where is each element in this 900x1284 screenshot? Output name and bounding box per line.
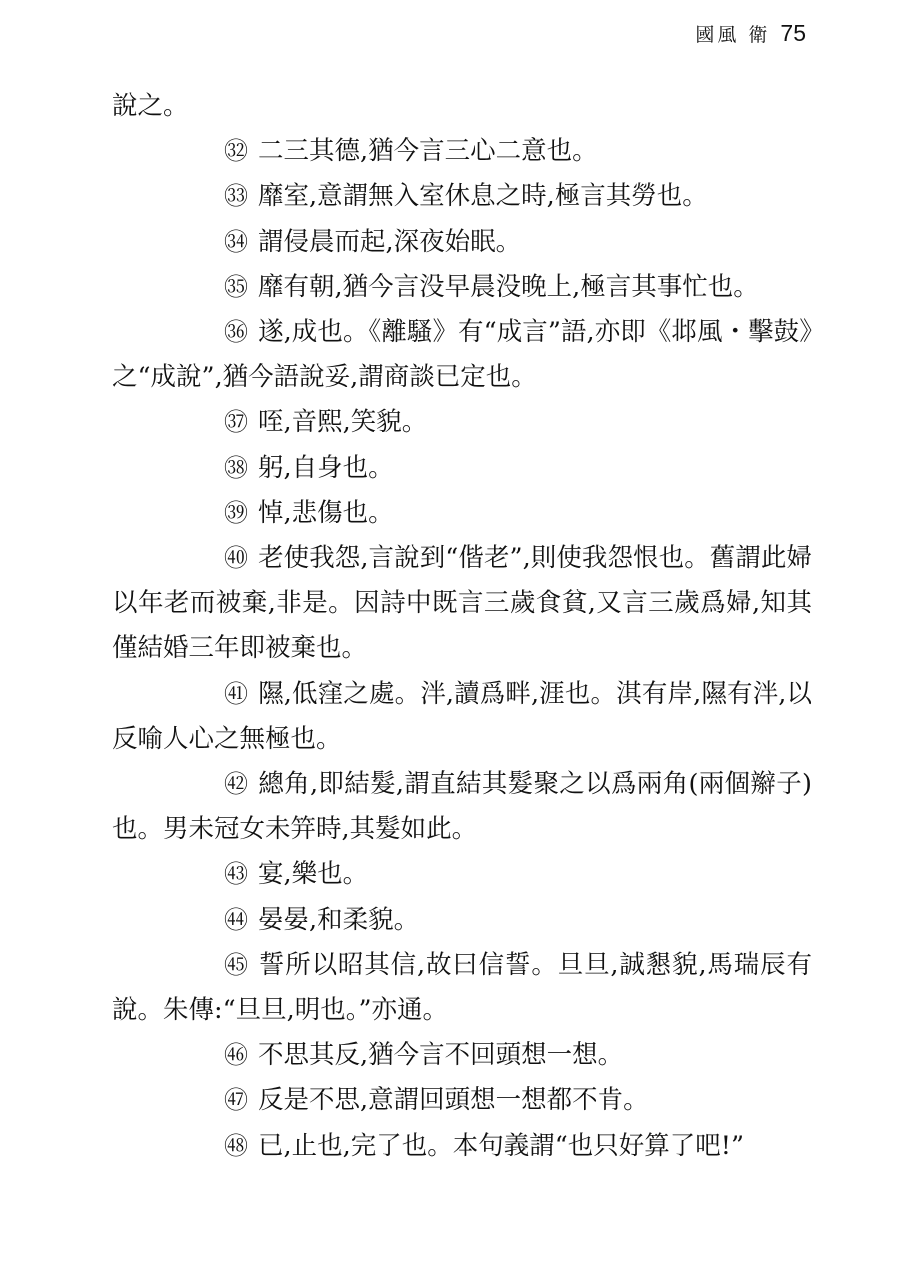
- note-paragraph: [112, 491, 812, 536]
- note-number: ㊻: [224, 1041, 248, 1070]
- note-paragraph: [112, 1033, 812, 1078]
- note-text: 總角,即結髮,謂直結其髮聚之以爲兩角(兩個辮子)也。男未冠女未笄時,其髮如此。: [112, 769, 812, 845]
- note-text: 隰,低窪之處。泮,讀爲畔,涯也。淇有岸,隰有泮,以反喻人心之無極也。: [112, 678, 812, 754]
- running-header: [695, 20, 806, 47]
- note-number: ㊼: [224, 1086, 248, 1115]
- note-number: ㊲: [224, 408, 248, 437]
- note-number: ㊶: [224, 679, 248, 708]
- notes-list: [112, 129, 812, 1169]
- note-number: ㉞: [224, 227, 248, 256]
- note-paragraph: [112, 1078, 812, 1123]
- note-text: 不思其反,猶今言不回頭想一想。: [258, 1040, 624, 1071]
- note-text: 悼,悲傷也。: [258, 497, 394, 528]
- note-text: 已,止也,完了也。本句義謂“也只好算了吧!”: [258, 1130, 745, 1161]
- note-paragraph: [112, 129, 812, 174]
- note-text: 靡室,意謂無入室休息之時,極言其勞也。: [258, 181, 708, 212]
- note-text: 靡有朝,猶今言没早晨没晚上,極言其事忙也。: [258, 271, 759, 302]
- note-paragraph: [112, 265, 812, 310]
- note-text: 咥,音熙,笑貌。: [258, 407, 428, 438]
- note-text: 宴,樂也。: [258, 859, 369, 890]
- note-number: ㊸: [224, 860, 248, 889]
- note-paragraph: [112, 536, 812, 672]
- note-paragraph: [112, 220, 812, 265]
- note-number: ㊺: [224, 950, 248, 979]
- running-header-section: 國風 衛: [695, 24, 771, 46]
- note-text: 遂,成也。《離騷》有“成言”語,亦即《邶風・擊鼓》之“成說”,猶今語說妥,謂商談已定也。: [112, 317, 812, 393]
- note-number: ㊹: [224, 905, 248, 934]
- note-paragraph: [112, 1124, 812, 1169]
- note-text: 謂侵晨而起,深夜始眠。: [258, 226, 522, 257]
- note-number: ㉜: [224, 137, 248, 166]
- note-number: ㊱: [224, 318, 248, 347]
- note-paragraph: [112, 446, 812, 491]
- note-number: ㉝: [224, 182, 248, 211]
- note-number: ㊽: [224, 1131, 248, 1160]
- note-number: ㊳: [224, 453, 248, 482]
- note-text: 躬,自身也。: [258, 452, 394, 483]
- note-paragraph: [112, 174, 812, 219]
- note-text: 二三其德,猶今言三心二意也。: [258, 136, 598, 167]
- annotation-text: [112, 84, 812, 1169]
- note-paragraph: [112, 400, 812, 445]
- note-paragraph: [112, 943, 812, 1033]
- note-paragraph: [112, 852, 812, 897]
- page-number: 75: [780, 20, 806, 46]
- note-number: ㊵: [224, 544, 248, 573]
- note-text: 誓所以昭其信,故曰信誓。旦旦,誠懇貌,馬瑞辰有說。朱傳:“旦旦,明也。”亦通。: [112, 949, 812, 1026]
- note-paragraph: [112, 310, 812, 400]
- note-text: 晏晏,和柔貌。: [258, 904, 420, 935]
- note-text: 老使我怨,言說到“偕老”,則使我怨恨也。舊謂此婦以年老而被棄,非是。因詩中既言三歲食貧,又言三歲爲婦,知其僅結婚三年即被棄也。: [112, 543, 812, 664]
- note-paragraph: [112, 762, 812, 852]
- note-number: ㊴: [224, 498, 248, 527]
- note-number: ㉟: [224, 272, 248, 301]
- note-text: 反是不思,意謂回頭想一想都不肯。: [258, 1085, 649, 1116]
- note-paragraph: [112, 672, 812, 762]
- note-paragraph: [112, 898, 812, 943]
- note-number: ㊷: [224, 770, 248, 799]
- continuation-line: 說之。: [112, 91, 189, 121]
